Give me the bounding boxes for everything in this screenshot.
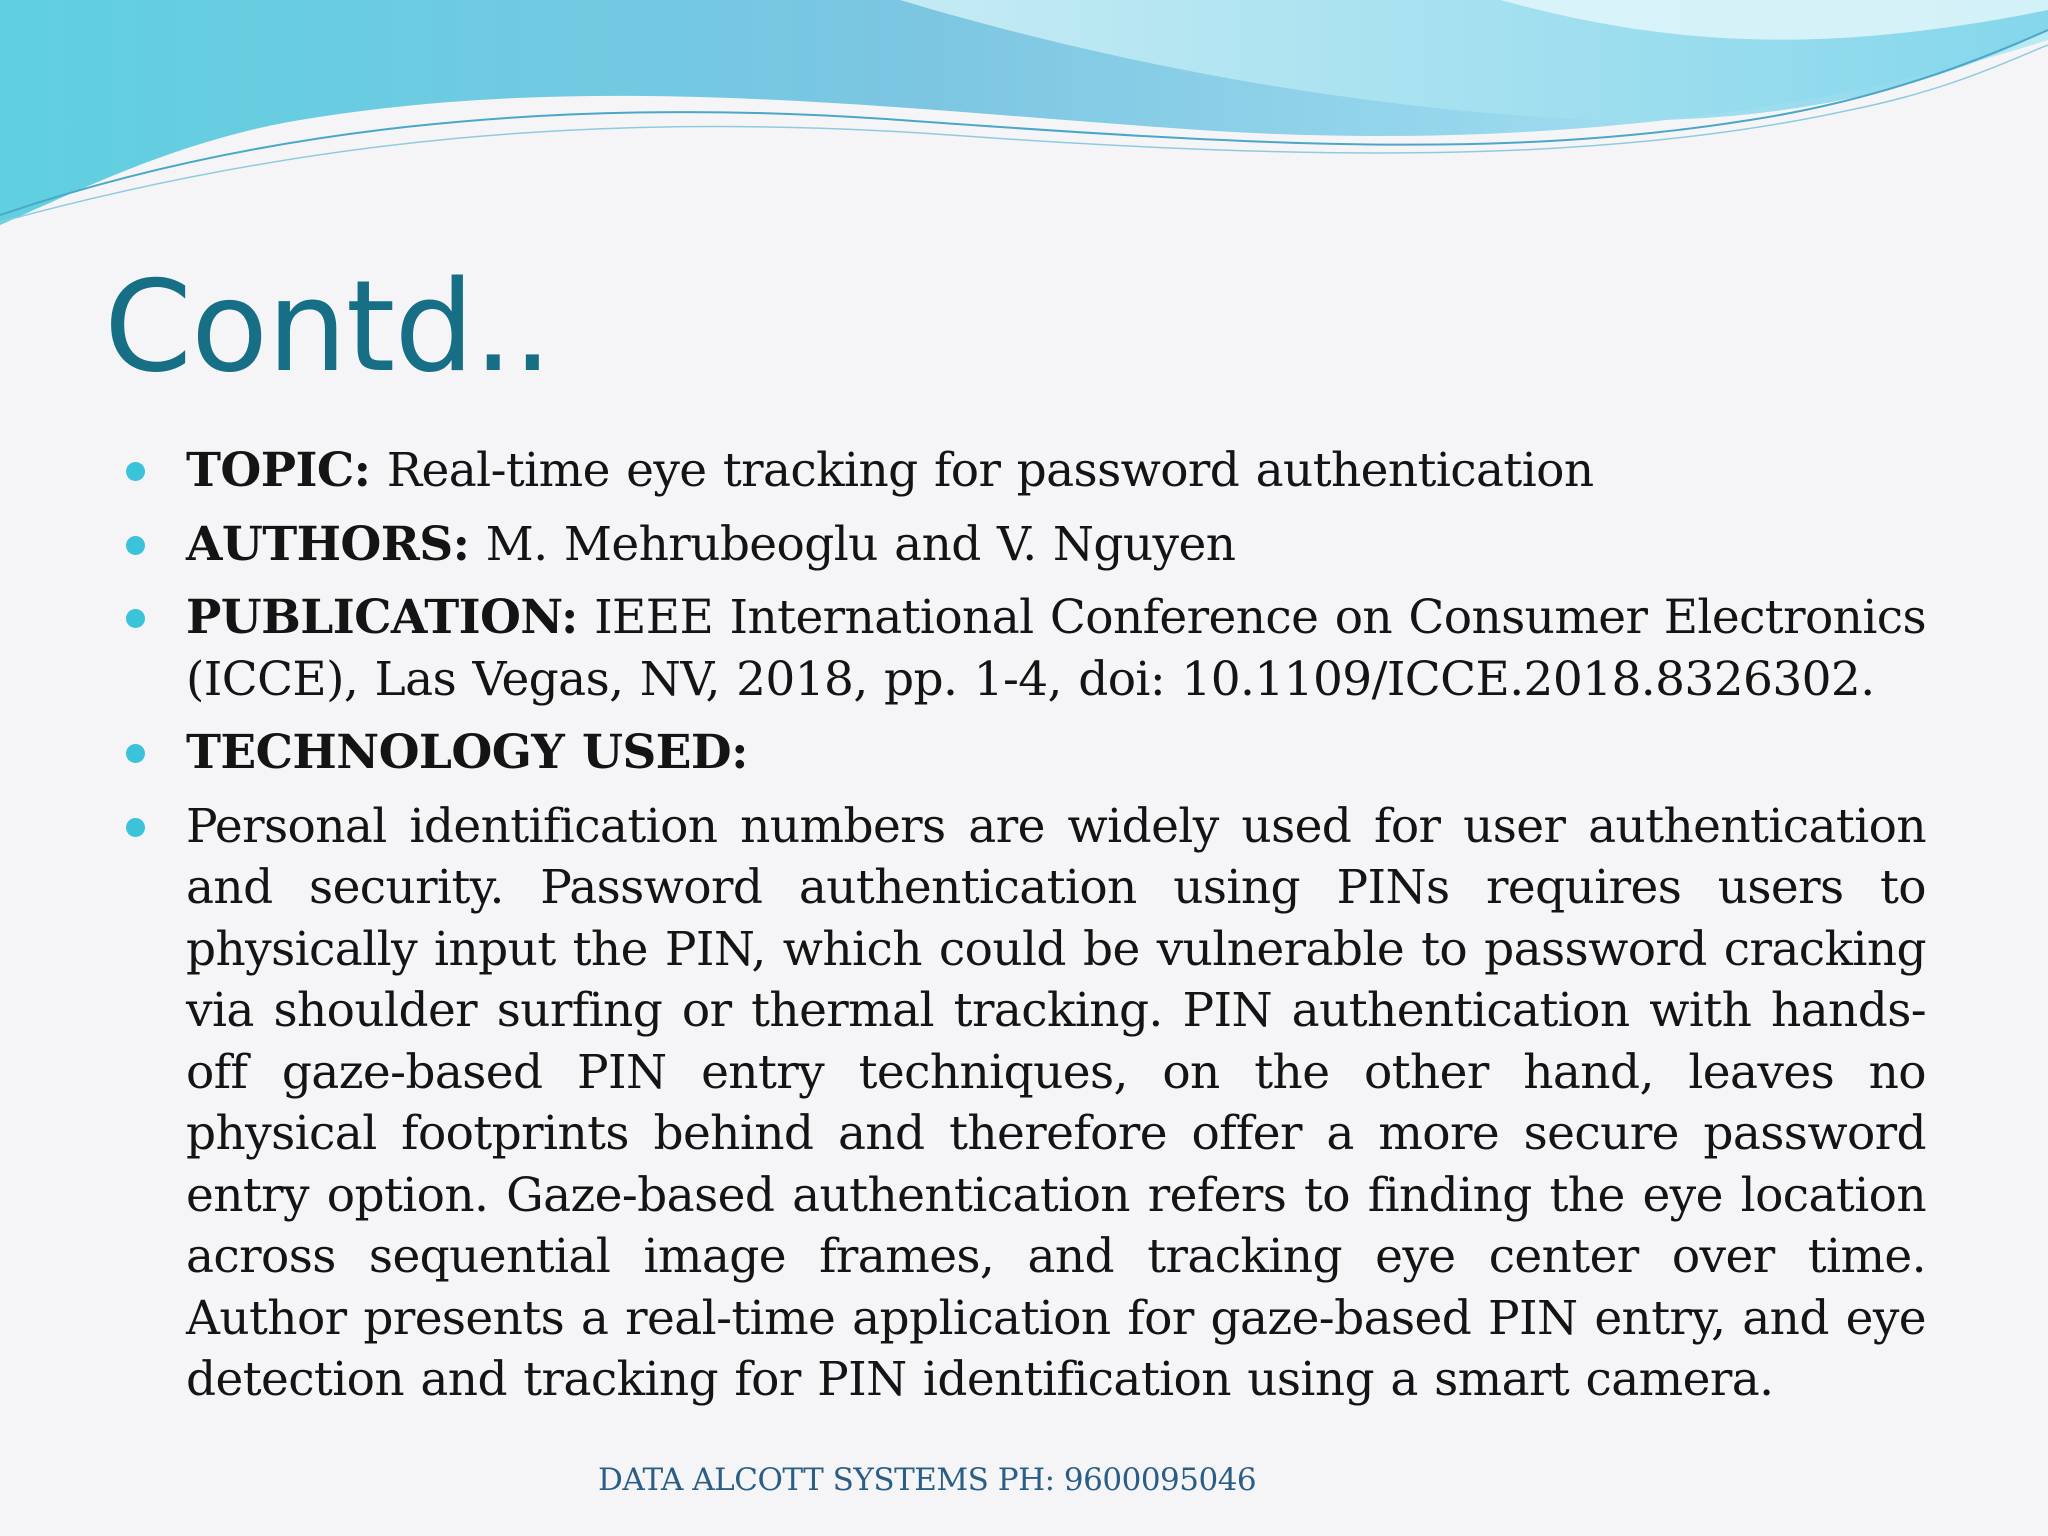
bullet-dot-icon	[126, 744, 145, 763]
bullet-dot-icon	[126, 462, 145, 481]
bullet-authors	[126, 514, 1926, 576]
bullet-label: TOPIC:	[186, 443, 371, 498]
footer-contact: DATA ALCOTT SYSTEMS PH: 9600095046	[598, 1462, 1257, 1498]
bullet-label: TECHNOLOGY USED:	[186, 725, 748, 780]
bullet-technology-used	[126, 722, 1926, 784]
bullet-text: Personal identification numbers are widely used for user authentication and security. Password authentication using PINs requires users to physically input the PIN, which could be vulnerable to password cracking via shoulder surfing or thermal tracking. PIN authentication with hands-off gaze-based PIN entry techniques, on the other hand, leaves no physical footprints behind and therefore offer a more secure password entry option. Gaze-based authentication refers to finding the eye location across sequential image frames, and tracking eye center over time. Author presents a real-time application for gaze-based PIN entry, and eye detection and tracking for PIN identification using a smart camera.	[186, 798, 1926, 1407]
bullet-description	[126, 796, 1926, 1411]
bullet-label: AUTHORS:	[186, 516, 470, 572]
bullet-dot-icon	[126, 818, 145, 837]
bullet-text: Real-time eye tracking for password authentication	[370, 443, 1594, 498]
bullet-topic	[126, 440, 1926, 502]
bullet-text: IEEE International Conference on Consumer Electronics (ICCE), Las Vegas, NV, 2018, pp. 1-4, doi: 10.1109/ICCE.2018.8326302.	[186, 590, 1926, 707]
bullet-dot-icon	[126, 536, 145, 555]
bullet-publication	[126, 587, 1926, 710]
bullet-list	[126, 440, 1926, 1423]
slide-title: Contd..	[104, 253, 552, 400]
bullet-dot-icon	[126, 609, 145, 628]
bullet-text: M. Mehrubeoglu and V. Nguyen	[469, 516, 1236, 572]
bullet-label: PUBLICATION:	[186, 590, 578, 645]
header-wave-decoration	[0, 0, 2048, 240]
